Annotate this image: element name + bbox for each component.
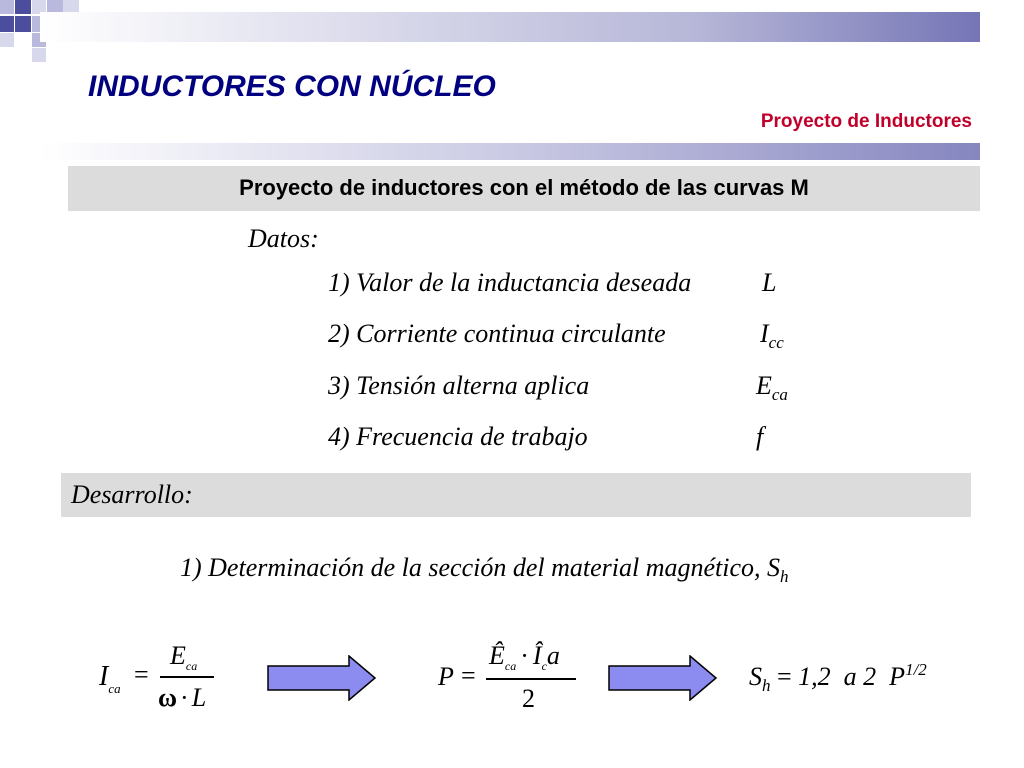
datos-label: Datos:	[248, 224, 319, 253]
step-1-text: 1) Determinación de la sección del material magnético, $S_h$	[180, 553, 789, 586]
formula-numerator: $E_{ca}$	[170, 641, 198, 673]
formula-numerator: $Ê_{ca}$ · $Î_ca$	[489, 641, 560, 673]
section-heading-box	[68, 166, 980, 211]
deco-square	[32, 48, 46, 62]
formula-denominator: ω · L	[158, 683, 207, 712]
datos-item: 1) Valor de la inductancia deseada	[328, 268, 692, 297]
divider-gradient-bar	[40, 143, 980, 160]
datos-symbol: $E_{ca}$	[756, 371, 788, 404]
formula-lhs: $I_{ca}$	[99, 661, 121, 696]
header-gradient-bar	[40, 12, 980, 42]
formula-lhs: P	[438, 662, 454, 691]
datos-item: 3) Tensión alterna aplica	[328, 371, 590, 400]
arrow-right-icon	[267, 655, 377, 701]
deco-square	[0, 33, 14, 47]
deco-square	[15, 0, 31, 14]
section-heading: Proyecto de inductores con el método de las curvas M	[239, 175, 809, 200]
deco-square	[0, 16, 14, 32]
deco-square	[0, 0, 14, 14]
datos-item: 2) Corriente continua circulante	[328, 319, 666, 348]
formula-equals: =	[134, 660, 149, 689]
desarrollo-label: Desarrollo:	[71, 480, 193, 509]
formula-equals: =	[461, 661, 476, 690]
formula-denominator: 2	[522, 684, 535, 713]
datos-symbol: $I_{cc}$	[760, 319, 784, 352]
deco-square	[15, 16, 31, 32]
desarrollo-box	[61, 473, 971, 517]
datos-symbol: f	[756, 422, 764, 451]
datos-symbol: L	[762, 268, 777, 297]
slide-title: INDUCTORES CON NÚCLEO	[88, 70, 496, 103]
formula-section: $S_h = 1,2$ a 2 $P^{1/2}$	[749, 660, 927, 695]
slide-subtitle: Proyecto de Inductores	[760, 111, 972, 132]
fraction-line	[160, 676, 214, 678]
arrow-right-icon	[608, 655, 718, 701]
fraction-line	[486, 678, 576, 680]
datos-item: 4) Frecuencia de trabajo	[328, 422, 588, 451]
